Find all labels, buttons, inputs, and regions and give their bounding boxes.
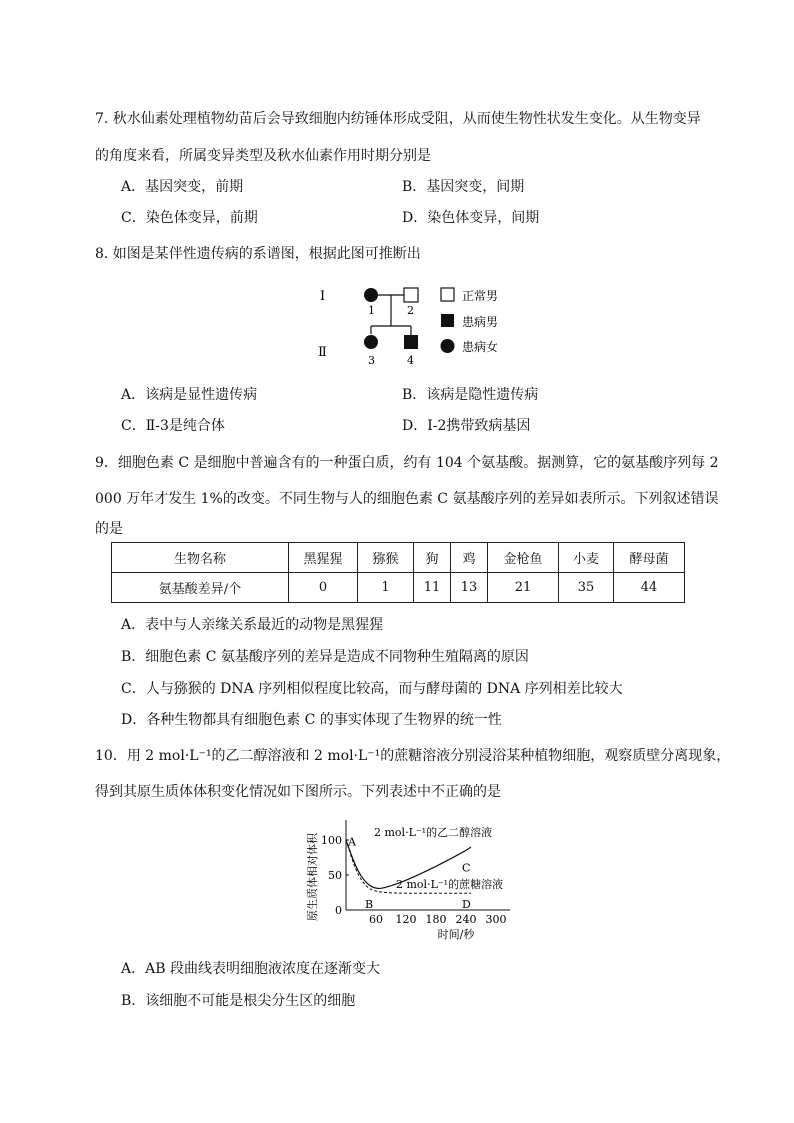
table-cell: 0 xyxy=(289,573,358,603)
generation-1-label: Ⅰ xyxy=(320,289,326,304)
table-row-label: 氨基酸差异/个 xyxy=(112,573,289,603)
table-header-cell: 金枪鱼 xyxy=(488,543,559,573)
q9-stem-line2: 000 万年才发生 1%的改变。不同生物与人的细胞色素 C 氨基酸序列的差异如表所示。下列叙述错误 xyxy=(95,491,719,507)
table-header-cell: 黑猩猩 xyxy=(289,543,358,573)
q7-stem-line1: 7. 秋水仙素处理植物幼苗后会导致细胞内纺锤体形成受阻，从而使生物性状发生变化。从生物变异 xyxy=(95,111,701,127)
y-tick-label: 100 xyxy=(321,834,342,847)
q7-option-c: C．染色体变异，前期 xyxy=(121,210,258,226)
individual-2-normal-male xyxy=(404,288,418,302)
legend-normal-male-symbol xyxy=(441,288,454,301)
q8-stem: 8. 如图是某伴性遗传病的系谱图，根据此图可推断出 xyxy=(95,246,421,262)
individual-3-number: 3 xyxy=(368,354,375,367)
y-tick-label: 0 xyxy=(335,904,342,917)
table-header-cell: 小麦 xyxy=(559,543,614,573)
x-tick-label: 240 xyxy=(455,913,477,926)
amino-acid-difference-table xyxy=(111,542,685,603)
q10-option-a: A．AB 段曲线表明细胞液浓度在逐渐变大 xyxy=(121,961,380,977)
series-2-name: 2 mol·L⁻¹的蔗糖溶液 xyxy=(396,878,504,891)
legend-affected-male-label: 患病男 xyxy=(462,315,499,329)
pedigree-diagram xyxy=(310,280,540,370)
table-header-cell: 生物名称 xyxy=(112,543,289,573)
q10-option-b: B．该细胞不可能是根尖分生区的细胞 xyxy=(121,993,356,1009)
q10-stem-line2: 得到其原生质体体积变化情况如下图所示。下列表述中不正确的是 xyxy=(95,784,501,800)
individual-1-number: 1 xyxy=(368,304,375,317)
q9-stem-line1: 9．细胞色素 C 是细胞中普遍含有的一种蛋白质，约有 104 个氨基酸。据测算，它的氨基酸序列每 2 xyxy=(95,455,719,471)
individual-2-number: 2 xyxy=(407,304,414,317)
table-cell: 35 xyxy=(559,573,614,603)
table-header-row xyxy=(112,543,685,573)
q9-stem-line3: 的是 xyxy=(95,521,123,537)
individual-4-number: 4 xyxy=(407,354,414,367)
q8-option-a: A．该病是显性遗传病 xyxy=(121,387,258,403)
table-cell: 11 xyxy=(414,573,451,603)
legend-normal-male-label: 正常男 xyxy=(462,289,499,303)
q8-option-b: B．该病是隐性遗传病 xyxy=(402,387,539,403)
legend-affected-male-symbol xyxy=(441,314,454,327)
q7-option-a: A．基因突变，前期 xyxy=(121,179,244,195)
x-tick-label: 300 xyxy=(485,913,507,926)
legend-affected-female-label: 患病女 xyxy=(462,340,499,354)
point-label-c: C xyxy=(462,861,471,875)
q9-option-b: B．细胞色素 C 氨基酸序列的差异是造成不同物种生殖隔离的原因 xyxy=(121,649,529,665)
generation-2-label: Ⅱ xyxy=(318,345,327,360)
y-tick-label: 50 xyxy=(328,869,342,882)
individual-3-affected-female xyxy=(364,335,378,349)
point-label-b: B xyxy=(365,898,374,911)
individual-1-affected-female xyxy=(364,288,378,302)
q9-option-d: D．各种生物都具有细胞色素 C 的事实体现了生物界的统一性 xyxy=(121,712,502,728)
table-cell: 44 xyxy=(614,573,685,603)
q8-option-d: D．Ⅰ-2携带致病基因 xyxy=(402,418,531,434)
table-header-cell: 猕猴 xyxy=(358,543,414,573)
q9-option-c: C．人与猕猴的 DNA 序列相似程度比较高，而与酵母菌的 DNA 序列相差比较大 xyxy=(121,681,623,697)
table-header-cell: 酵母菌 xyxy=(614,543,685,573)
individual-4-affected-male xyxy=(404,335,418,349)
point-label-d: D xyxy=(462,898,471,911)
x-tick-label: 120 xyxy=(395,913,417,926)
table-header-cell: 鸡 xyxy=(451,543,488,573)
x-axis-label: 时间/秒 xyxy=(437,928,475,941)
q7-option-d: D．染色体变异，间期 xyxy=(402,210,540,226)
table-cell: 21 xyxy=(488,573,559,603)
x-tick-label: 60 xyxy=(369,913,383,926)
q9-option-a: A．表中与人亲缘关系最近的动物是黑猩猩 xyxy=(121,617,384,633)
q7-option-b: B．基因突变，间期 xyxy=(402,179,525,195)
table-cell: 13 xyxy=(451,573,488,603)
table-header-cell: 狗 xyxy=(414,543,451,573)
q10-stem-line1: 10．用 2 mol·L⁻¹的乙二醇溶液和 2 mol·L⁻¹的蔗糖溶液分别浸浴某种植物细胞，观察质壁分离现象， xyxy=(95,748,731,764)
series-1-name: 2 mol·L⁻¹的乙二醇溶液 xyxy=(374,826,493,839)
point-label-a: A xyxy=(348,835,356,849)
protoplast-volume-chart xyxy=(300,812,510,942)
y-axis-label: 原生质体相对体积 xyxy=(306,833,319,921)
q7-stem-line2: 的角度来看，所属变异类型及秋水仙素作用时期分别是 xyxy=(95,148,431,164)
x-tick-label: 180 xyxy=(425,913,447,926)
table-row xyxy=(112,573,685,603)
q8-option-c: C．Ⅱ-3是纯合体 xyxy=(121,418,225,434)
table-cell: 1 xyxy=(358,573,414,603)
legend-affected-female-symbol xyxy=(441,339,455,353)
